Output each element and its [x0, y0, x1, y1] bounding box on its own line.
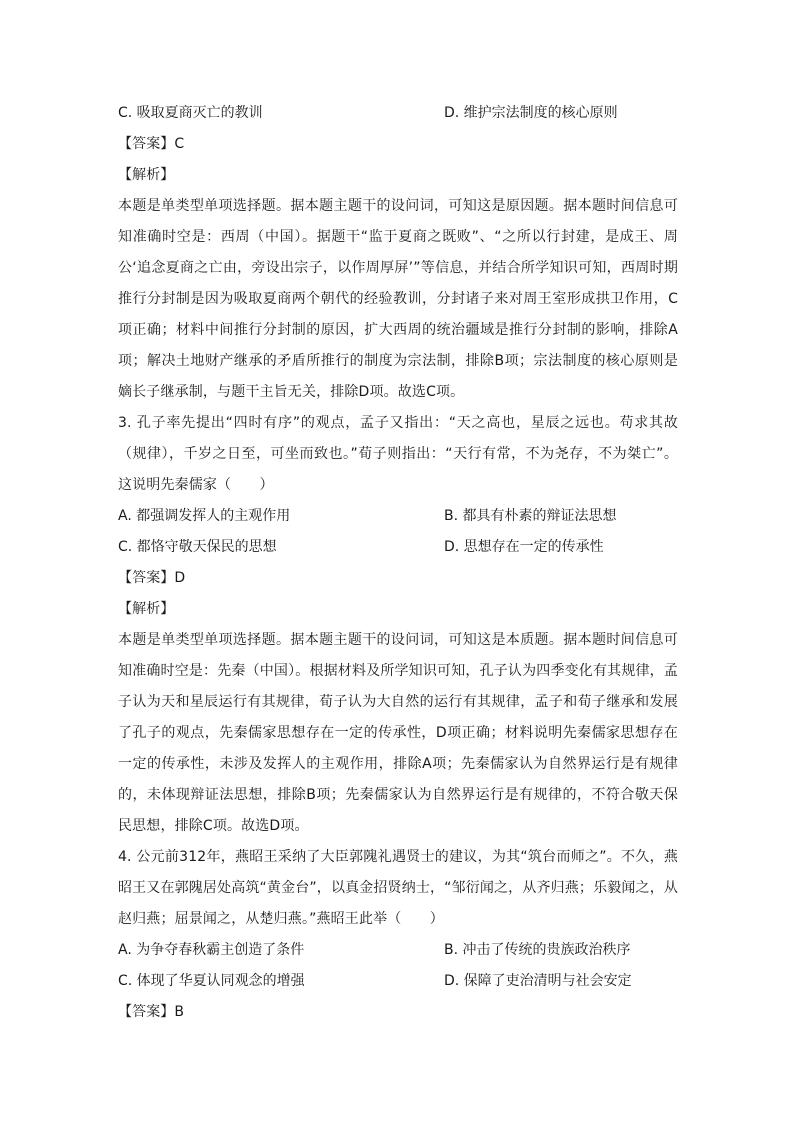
q4-options-row-ab: [118, 935, 678, 966]
q4-option-a: A. 为争夺春秋霸主创造了条件: [118, 942, 305, 958]
q4-option-c: C. 体现了华夏认同观念的增强: [118, 973, 305, 989]
q3-options-row-ab: [118, 501, 678, 532]
q2-option-d: D. 维护宗法制度的核心原则: [444, 105, 618, 121]
q3-option-c: C. 都恪守敬天保民的思想: [118, 539, 277, 555]
q3-answer: 【答案】D: [118, 570, 186, 586]
q2-options-row-cd: [118, 98, 678, 129]
q4-option-b: B. 冲击了传统的贵族政治秩序: [444, 942, 631, 958]
q2-analysis-label: 【解析】: [118, 167, 175, 183]
q4-option-d: D. 保障了吏治清明与社会安定: [444, 973, 632, 989]
q4-options-row-cd: [118, 966, 678, 997]
q2-answer: 【答案】C: [118, 136, 185, 152]
q3-analysis-text: 本题是单类型单项选择题。据本题主题干的设问词，可知这是本质题。据本题时间信息可知准确时空是：先秦（中国）。根据材料及所学知识可知，孔子认为四季变化有其规律，孟子认为天和星辰运行有其规律，荀子认为大自然的运行有其规律，孟子和荀子继承和发展了孔子的观点，先秦儒家思想存在一定的传承性，D项正确；材料说明先秦儒家思想存在一定的传承性，未涉及发挥人的主观作用，排除A项；先秦儒家认为自然界运行是有规律的，未体现辩证法思想，排除B项；先秦儒家认为自然界运行是有规律的，不符合敬天保民思想，排除C项。故选D项。: [118, 632, 678, 834]
q2-analysis-text: 本题是单类型单项选择题。据本题主题干的设问词，可知这是原因题。据本题时间信息可知准确时空是：西周（中国）。据题干“监于夏商之既败”、“之所以行封建，是成王、周公‘追念夏商之亡由，旁设出宗子，以作周厚屏’”等信息，并结合所学知识可知，西周时期推行分封制是因为吸取夏商两个朝代的经验教训，分封诸子来对周王室形成拱卫作用，C项正确；材料中间推行分封制的原因，扩大西周的统治疆域是推行分封制的影响，排除A项；解决土地财产继承的矛盾所推行的制度为宗法制，排除B项；宗法制度的核心原则是嫡长子继承制，与题干主旨无关，排除D项。故选C项。: [118, 198, 678, 400]
q3-option-a: A. 都强调发挥人的主观作用: [118, 508, 291, 524]
q4-answer: 【答案】B: [118, 1004, 185, 1020]
q2-option-c: C. 吸取夏商灭亡的教训: [118, 105, 263, 121]
q3-stem: 3. 孔子率先提出“四时有序”的观点，孟子又指出：“天之高也，星辰之远也。苟求其故（规律），千岁之日至，可坐而致也。”荀子则指出：“天行有常，不为尧存，不为桀亡”。这说明先秦儒家（ ）: [118, 415, 678, 493]
q3-option-b: B. 都具有朴素的辩证法思想: [444, 508, 617, 524]
document-page: [118, 98, 678, 1028]
q4-stem: 4. 公元前312年，燕昭王采纳了大臣郭隗礼遇贤士的建议，为其“筑台而师之”。不久，燕昭王又在郭隗居处高筑“黄金台”，以真金招贤纳士，“邹衍闻之，从齐归燕；乐毅闻之，从赵归燕；屈景闻之，从楚归燕。”燕昭王此举（ ）: [118, 849, 678, 927]
q3-option-d: D. 思想存在一定的传承性: [444, 539, 604, 555]
q3-options-row-cd: [118, 532, 678, 563]
q3-analysis-label: 【解析】: [118, 601, 175, 617]
